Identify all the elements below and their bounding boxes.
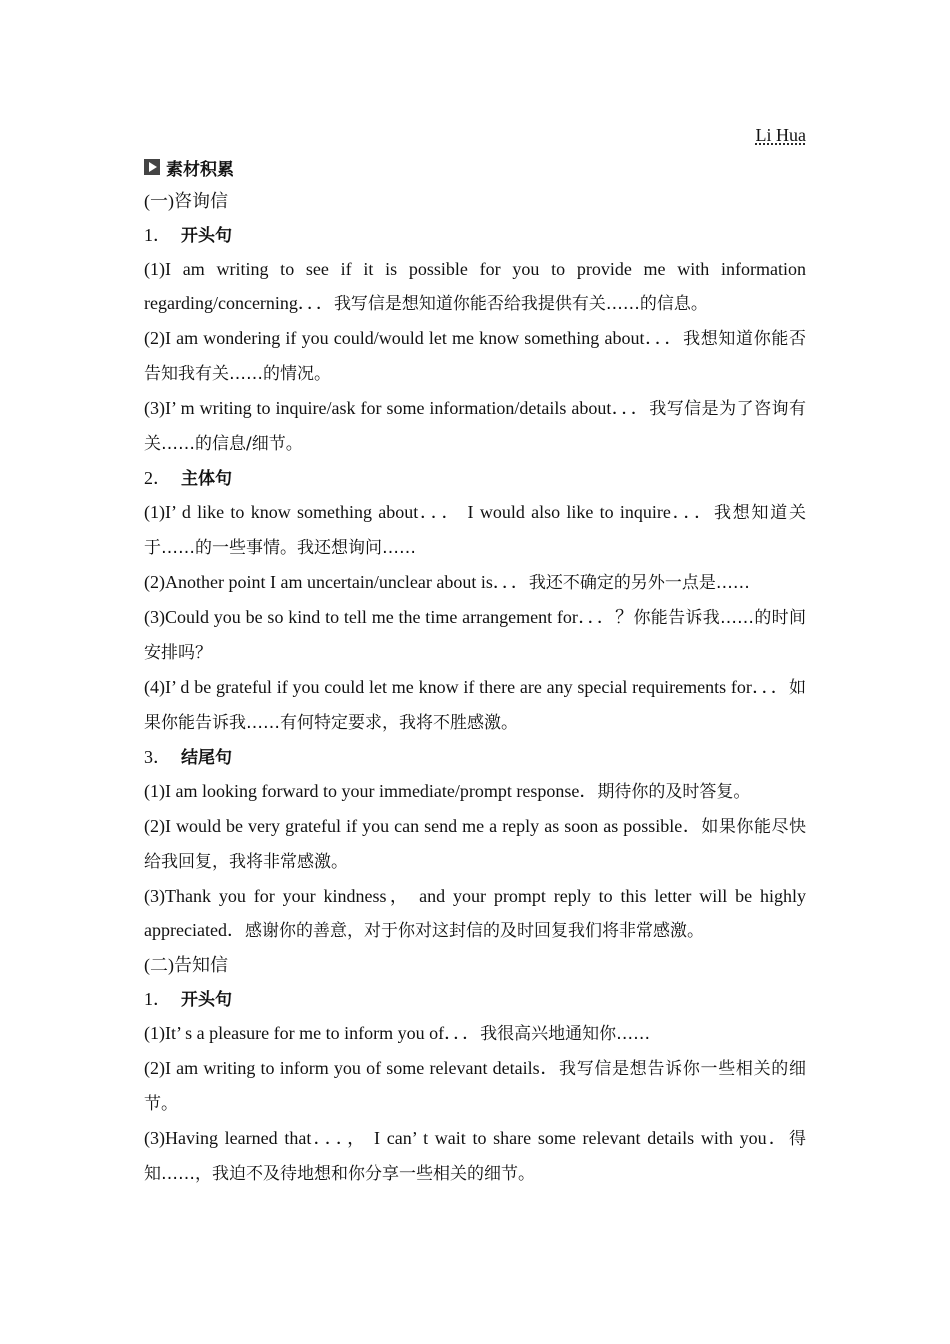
phrase-english: (4)I’ d be grateful if you could let me know if there are any special requirements for．．． (144, 677, 789, 697)
phrase-english: (2)Another point I am uncertain/unclear about is．．． (144, 572, 529, 592)
phrase-chinese: 我很高兴地通知你…… (480, 1024, 651, 1044)
signature-name: Li Hua (755, 125, 806, 145)
phrase-item (144, 809, 806, 879)
phrase-item (144, 1051, 806, 1121)
phrase-english: (1)I am looking forward to your immediate/prompt response． (144, 781, 598, 801)
phrase-item (144, 391, 806, 461)
phrase-item (144, 879, 806, 948)
group-number: 1． (144, 225, 171, 245)
phrase-chinese: 感谢你的善意，对于你对这封信的及时回复我们将非常感激。 (244, 921, 704, 941)
phrase-chinese: 如果你能告诉我……有何特定要求，我将不胜感激。 (144, 678, 806, 733)
part-heading: (二)告知信 (144, 955, 228, 975)
phrase-english: (1)It’ s a pleasure for me to inform you of．．． (144, 1023, 481, 1043)
phrase-chinese: 我想知道关于……的一些事情。我还想询问…… (144, 503, 807, 558)
section-title-text: 素材积累 (166, 159, 234, 180)
phrase-chinese: 我写信是想告诉你一些相关的细节。 (144, 1059, 807, 1114)
phrase-chinese: 得知……，我迫不及待地想和你分享一些相关的细节。 (144, 1129, 806, 1184)
signature-line (144, 120, 806, 150)
phrase-english: (3)Having learned that．．．， I can’ t wait to share some relevant details with you． (144, 1128, 789, 1148)
phrase-english: (3)I’ m writing to inquire/ask for some information/details about．．． (144, 398, 650, 418)
phrase-chinese: 我写信是想知道你能否给我提供有关……的信息。 (333, 294, 708, 314)
phrase-item (144, 1016, 806, 1051)
phrase-english: (1)I’ d like to know something about．．． I would also like to inquire．．． (144, 502, 714, 522)
group-number: 2． (144, 468, 171, 488)
group-heading (144, 740, 806, 774)
phrase-chinese: 我想知道你能否告知我有关……的情况。 (144, 329, 807, 384)
group-heading (144, 982, 806, 1016)
phrase-english: (1)I am writing to see if it is possible for you to provide me with information regarding/concerning．．． (144, 259, 806, 313)
phrase-chinese: 我写信是为了咨询有关……的信息/细节。 (144, 399, 807, 454)
phrase-english: (2)I am writing to inform you of some relevant details． (144, 1058, 560, 1078)
group-heading (144, 461, 806, 495)
phrase-item (144, 321, 806, 391)
phrase-item (144, 252, 806, 321)
phrase-chinese: 我还不确定的另外一点是…… (528, 573, 750, 593)
phrase-english: (3)Could you be so kind to tell me the time arrangement for．．．？ (144, 607, 634, 627)
phrase-item (144, 1121, 806, 1191)
group-number: 1． (144, 989, 171, 1009)
group-title: 开头句 (181, 990, 232, 1010)
play-triangle-icon (144, 159, 160, 175)
phrase-item (144, 600, 806, 670)
group-number: 3． (144, 747, 171, 767)
phrase-english: (2)I am wondering if you could/would let me know something about．．． (144, 328, 684, 348)
section-title (144, 150, 806, 184)
phrase-english: (3)Thank you for your kindness， and your prompt reply to this letter will be highly appreciated． (144, 886, 806, 940)
phrase-english: (2)I would be very grateful if you can send me a reply as soon as possible． (144, 816, 702, 836)
phrase-chinese: 期待你的及时答复。 (597, 782, 751, 802)
phrase-chinese: 你能告诉我……的时间安排吗？ (144, 608, 806, 663)
group-title: 主体句 (181, 469, 232, 489)
phrase-item (144, 495, 806, 565)
phrase-chinese: 如果你能尽快给我回复，我将非常感激。 (144, 817, 807, 872)
group-heading (144, 218, 806, 252)
phrase-item (144, 774, 806, 809)
group-title: 开头句 (181, 226, 232, 246)
phrase-item (144, 565, 806, 600)
part-heading: (一)咨询信 (144, 191, 228, 211)
phrase-item (144, 670, 806, 740)
group-title: 结尾句 (181, 748, 232, 768)
document-page (144, 120, 806, 1191)
